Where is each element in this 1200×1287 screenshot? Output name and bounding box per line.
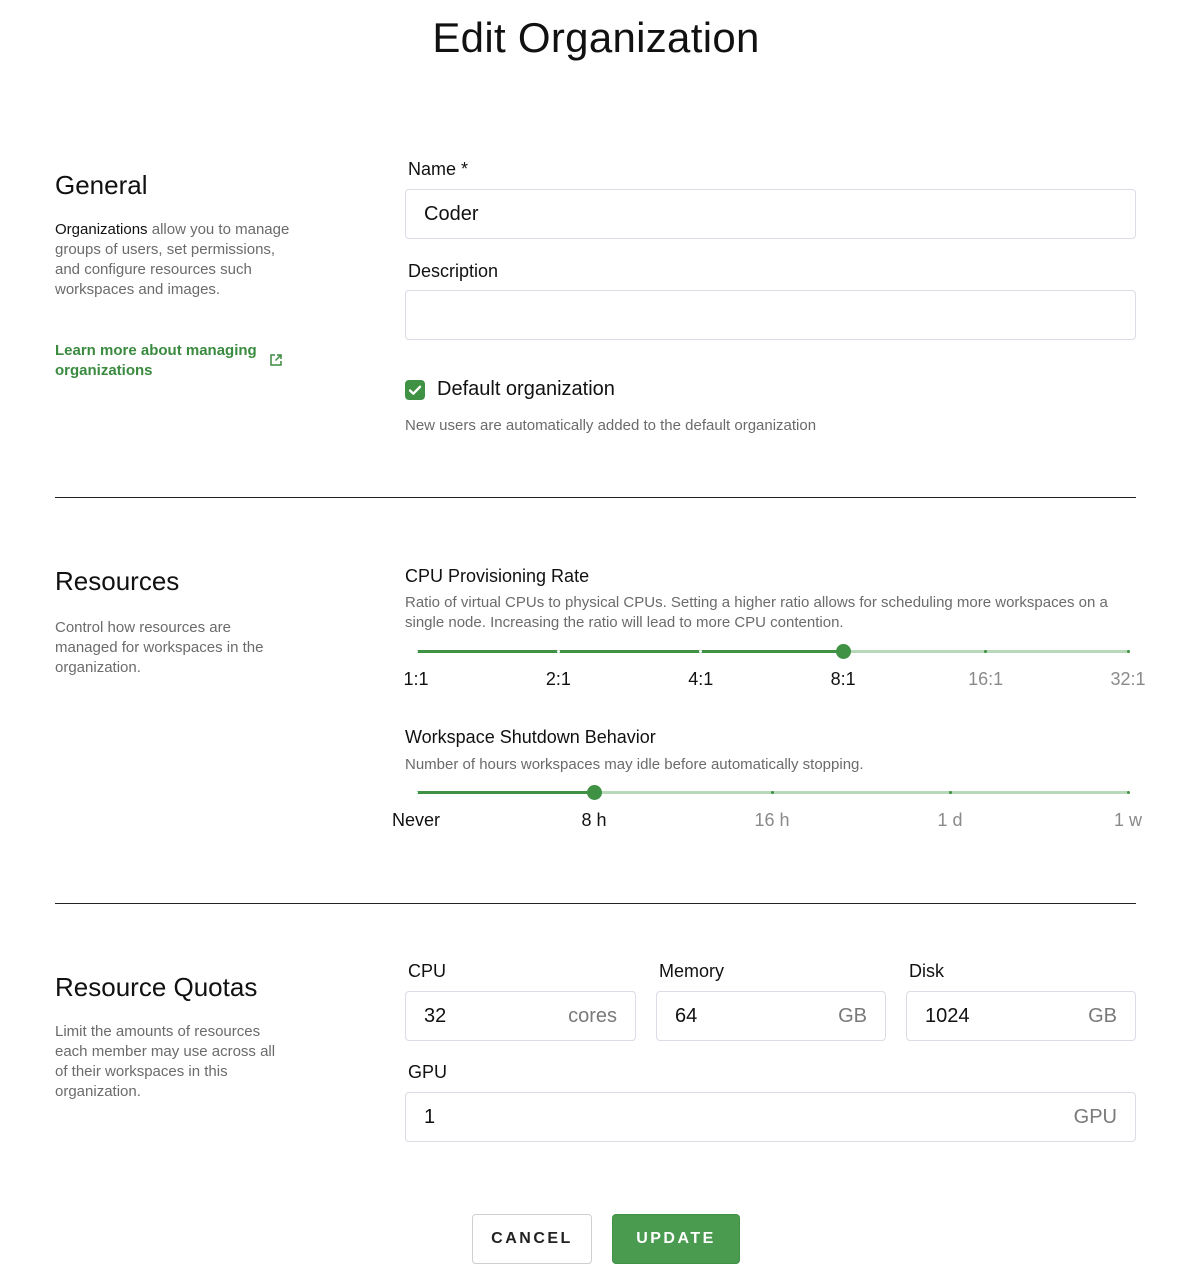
disk-quota-label: Disk (909, 961, 944, 981)
cpu-rate-title: CPU Provisioning Rate (405, 566, 590, 586)
disk-quota-input[interactable] (906, 991, 1136, 1041)
name-input-value: Coder (424, 202, 479, 225)
memory-quota-unit: GB (838, 1004, 867, 1027)
gpu-quota-label: GPU (408, 1062, 448, 1082)
shutdown-tick (949, 791, 952, 794)
learn-more-link-text: Learn more about managing organizations (55, 342, 257, 379)
general-section-description (55, 220, 290, 300)
description-input[interactable] (405, 290, 1136, 340)
gpu-quota-unit: GPU (1073, 1105, 1117, 1128)
resources-section-title: Resources (55, 566, 180, 596)
memory-quota-value: 64 (675, 1004, 698, 1027)
cpu-rate-mark-label[interactable]: 2:1 (545, 669, 571, 689)
update-button[interactable]: UPDATE (612, 1214, 740, 1264)
disk-quota-unit: GB (1088, 1004, 1117, 1027)
quotas-section-title: Resource Quotas (55, 972, 258, 1002)
cpu-rate-thumb[interactable] (836, 644, 851, 659)
general-section-title: General (55, 170, 148, 200)
cpu-rate-mark-label[interactable]: 16:1 (968, 669, 1004, 689)
gpu-quota-input[interactable] (405, 1092, 1136, 1142)
cpu-rate-mark-label[interactable]: 32:1 (1110, 669, 1146, 689)
disk-quota-value: 1024 (925, 1004, 970, 1027)
cpu-quota-value: 32 (424, 1004, 447, 1027)
cpu-rate-tick (557, 650, 560, 653)
shutdown-mark-label[interactable]: 1 d (937, 810, 963, 830)
shutdown-mark-label[interactable]: 1 w (1113, 810, 1143, 830)
general-desc-rest: allow you to manage groups of users, set permissions, and configure resources such workspaces and images. (55, 221, 290, 298)
shutdown-tick (415, 791, 418, 794)
shutdown-track-fill (416, 791, 594, 794)
section-divider (55, 497, 1136, 498)
shutdown-tick (1127, 791, 1130, 794)
page-title: Edit Organization (432, 14, 760, 61)
cpu-rate-description: Ratio of virtual CPUs to physical CPUs. Setting a higher ratio allows for scheduling more workspaces on a single node. Increasing the ratio will lead to more CPU contention. (405, 594, 1108, 631)
cpu-rate-mark-label[interactable]: 8:1 (830, 669, 856, 689)
learn-more-link[interactable] (55, 341, 290, 381)
shutdown-thumb[interactable] (587, 785, 602, 800)
cpu-rate-mark-label[interactable]: 4:1 (688, 669, 714, 689)
shutdown-tick (771, 791, 774, 794)
name-field-label: Name * (408, 159, 469, 179)
section-divider (55, 903, 1136, 904)
shutdown-title: Workspace Shutdown Behavior (405, 727, 656, 747)
cpu-rate-mark-label[interactable]: 1:1 (403, 669, 429, 689)
external-link-icon (269, 353, 283, 367)
cpu-rate-tick (415, 650, 418, 653)
cpu-rate-track-fill (416, 650, 843, 653)
gpu-quota-value: 1 (424, 1105, 436, 1128)
shutdown-mark-label[interactable]: 8 h (581, 810, 607, 830)
cpu-quota-unit: cores (568, 1004, 617, 1027)
shutdown-mark-label[interactable]: Never (391, 810, 441, 830)
memory-quota-label: Memory (659, 961, 725, 981)
cancel-button[interactable]: CANCEL (472, 1214, 592, 1264)
default-organization-label: Default organization (437, 378, 615, 400)
description-field-label: Description (408, 261, 499, 281)
cpu-rate-tick (1127, 650, 1130, 653)
general-desc-strong: Organizations (55, 221, 148, 238)
cpu-quota-label: CPU (408, 961, 447, 981)
resources-section-description: Control how resources are managed for workspaces in the organization. (55, 619, 264, 676)
checkmark-icon (405, 380, 425, 400)
default-organization-helper: New users are automatically added to the default organization (405, 417, 817, 434)
shutdown-description: Number of hours workspaces may idle before automatically stopping. (405, 756, 864, 773)
name-input[interactable] (405, 189, 1136, 239)
cpu-quota-input[interactable] (405, 991, 636, 1041)
default-organization-checkbox[interactable] (405, 380, 425, 400)
quotas-section-description: Limit the amounts of resources each member may use across all of their workspaces in this organization. (55, 1023, 276, 1100)
memory-quota-input[interactable] (656, 991, 886, 1041)
shutdown-mark-label[interactable]: 16 h (754, 810, 790, 830)
